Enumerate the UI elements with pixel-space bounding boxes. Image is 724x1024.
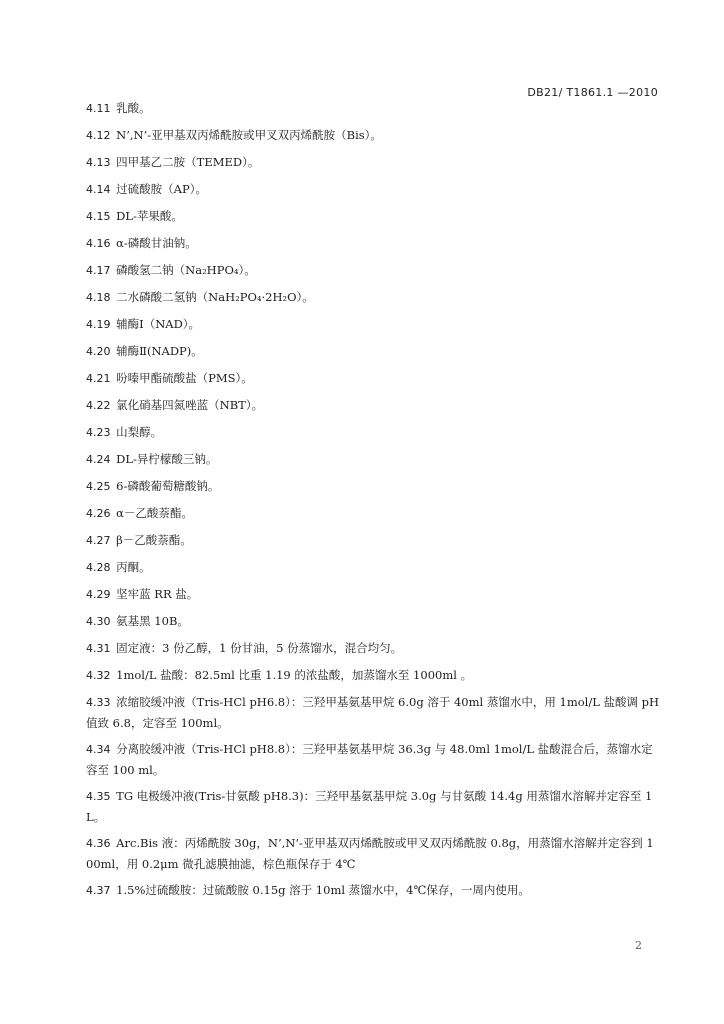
item-number: 4.34 [86, 743, 111, 756]
item-number: 4.21 [86, 372, 111, 385]
item-text: 浓缩胶缓冲液（Tris-HCl pH6.8）：三羟甲基氨基甲烷 6.0g 溶于 40ml 蒸馏水中，用 1mol/L 盐酸调 pH 值致 6.8，定容至 100ml。 [86, 695, 660, 730]
list-item [86, 368, 660, 389]
item-number: 4.24 [86, 453, 111, 466]
list-item [86, 287, 660, 308]
list-item [86, 880, 660, 901]
list-item [86, 503, 660, 524]
list-item [86, 449, 660, 470]
item-text: 丙酮。 [116, 560, 151, 574]
list-item [86, 530, 660, 551]
item-text: 磷酸氢二钠（Na₂HPO₄）。 [116, 263, 256, 277]
item-text: β－乙酸萘酯。 [116, 533, 192, 547]
item-text: DL-苹果酸。 [116, 209, 183, 223]
list-item [86, 557, 660, 578]
item-number: 4.14 [86, 183, 111, 196]
item-number: 4.30 [86, 615, 111, 628]
list-item [86, 833, 660, 874]
item-number: 4.37 [86, 884, 111, 897]
item-text: 辅酶Ⅰ（NAD）。 [116, 317, 201, 331]
item-text: α-磷酸甘油钠。 [116, 236, 197, 250]
item-number: 4.35 [86, 790, 111, 803]
list-item [86, 98, 660, 119]
item-number: 4.25 [86, 480, 111, 493]
item-number: 4.36 [86, 837, 111, 850]
item-text: 山梨醇。 [116, 425, 163, 439]
list-item [86, 152, 660, 173]
item-number: 4.22 [86, 399, 111, 412]
item-text: 1mol/L 盐酸：82.5ml 比重 1.19 的浓盐酸，加蒸馏水至 1000ml 。 [116, 668, 473, 682]
item-number: 4.16 [86, 237, 111, 250]
list-item [86, 341, 660, 362]
list-item [86, 638, 660, 659]
list-item [86, 125, 660, 146]
list-item [86, 476, 660, 497]
item-text: 乳酸。 [116, 101, 151, 115]
item-text: 氨基黑 10B。 [116, 614, 189, 628]
item-list [86, 98, 660, 907]
item-text: 固定液：3 份乙醇，1 份甘油，5 份蒸馏水，混合均匀。 [116, 641, 403, 655]
list-item [86, 665, 660, 686]
standard-code-header: DB21/ T1861.1 —2010 [527, 86, 658, 99]
list-item [86, 692, 660, 733]
list-item [86, 395, 660, 416]
item-text: 1.5%过硫酸胺：过硫酸胺 0.15g 溶于 10ml 蒸馏水中，4℃保存，一周内使用。 [116, 883, 530, 897]
list-item [86, 584, 660, 605]
item-text: 四甲基乙二胺（TEMED）。 [116, 155, 260, 169]
page-number: 2 [635, 939, 642, 952]
item-number: 4.17 [86, 264, 111, 277]
item-number: 4.18 [86, 291, 111, 304]
list-item [86, 206, 660, 227]
list-item [86, 233, 660, 254]
item-text: N’,N’-亚甲基双丙烯酰胺或甲叉双丙烯酰胺（Bis）。 [116, 128, 382, 142]
item-number: 4.13 [86, 156, 111, 169]
list-item [86, 786, 660, 827]
item-number: 4.31 [86, 642, 111, 655]
item-number: 4.33 [86, 696, 111, 709]
item-text: 坚牢蓝 RR 盐。 [116, 587, 199, 601]
item-number: 4.23 [86, 426, 111, 439]
item-number: 4.19 [86, 318, 111, 331]
list-item [86, 179, 660, 200]
list-item [86, 739, 660, 780]
item-text: TG 电极缓冲液(Tris-甘氨酸 pH8.3)：三羟甲基氨基甲烷 3.0g 与甘氨酸 14.4g 用蒸馏水溶解并定容至 1L。 [86, 789, 653, 824]
item-number: 4.12 [86, 129, 111, 142]
item-number: 4.15 [86, 210, 111, 223]
item-text: α－乙酸萘酯。 [116, 506, 193, 520]
item-text: 分离胶缓冲液（Tris-HCl pH8.8）：三羟甲基氨基甲烷 36.3g 与 48.0ml 1mol/L 盐酸混合后，蒸馏水定容至 100 ml。 [86, 742, 653, 777]
item-text: 氯化硝基四氮唑蓝（NBT）。 [116, 398, 264, 412]
item-number: 4.32 [86, 669, 111, 682]
item-number: 4.28 [86, 561, 111, 574]
item-text: 吩嗪甲酯硫酸盐（PMS）。 [116, 371, 253, 385]
item-number: 4.27 [86, 534, 111, 547]
item-number: 4.11 [86, 102, 111, 115]
item-text: Arc.Bis 液：丙烯酰胺 30g，N’,N’-亚甲基双丙烯酰胺或甲叉双丙烯酰胺 0.8g，用蒸馏水溶解并定容到 100ml，用 0.2μm 微孔滤膜抽滤，棕色瓶保存于 4℃ [86, 836, 654, 871]
item-text: 6-磷酸葡萄糖酸钠。 [116, 479, 220, 493]
list-item [86, 422, 660, 443]
list-item [86, 314, 660, 335]
item-text: 辅酶Ⅱ(NADP)。 [116, 344, 203, 358]
item-text: DL-异柠檬酸三钠。 [116, 452, 218, 466]
item-number: 4.26 [86, 507, 111, 520]
item-text: 过硫酸胺（AP）。 [116, 182, 207, 196]
item-number: 4.29 [86, 588, 111, 601]
item-text: 二水磷酸二氢钠（NaH₂PO₄·2H₂O）。 [116, 290, 314, 304]
item-number: 4.20 [86, 345, 111, 358]
list-item [86, 611, 660, 632]
list-item [86, 260, 660, 281]
